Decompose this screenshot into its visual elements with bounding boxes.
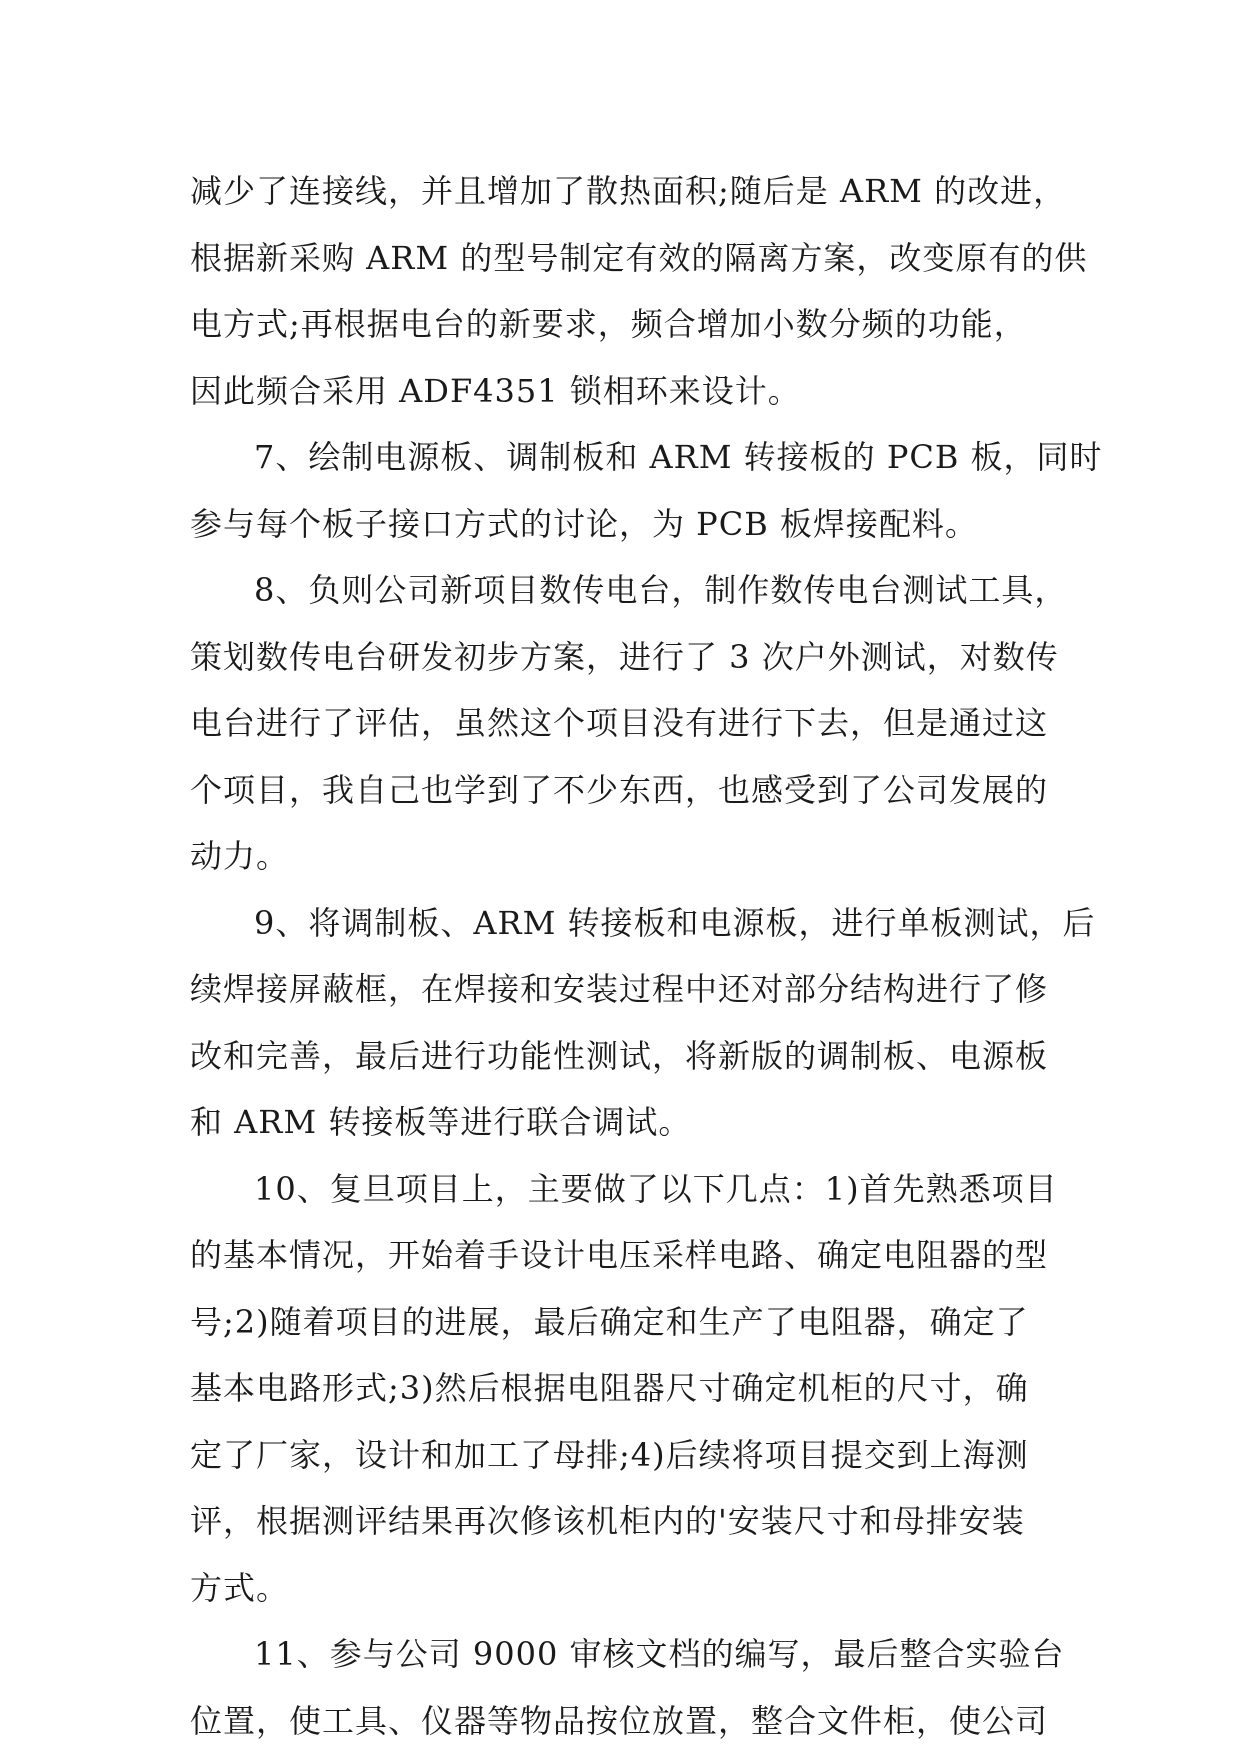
text-line: 方式。 [190,1568,290,1607]
text-line: 电台进行了评估，虽然这个项目没有进行下去，但是通过这 [190,704,1049,742]
text-line: 减少了连接线，并且增加了散热面积;随后是 ARM 的改进， [190,172,1067,210]
paragraph-10-start: 10、复旦项目上，主要做了以下几点：1)首先熟悉项目 [254,1169,1058,1208]
paragraph-8-start: 8、负则公司新项目数传电台，制作数传电台测试工具， [254,571,1068,609]
text-line: 评，根据测评结果再次修该机柜内的'安装尺寸和母排安装 [190,1502,1025,1540]
paragraph-7-start: 7、绘制电源板、调制板和 ARM 转接板的 PCB 板，同时 [254,438,1103,476]
text-line: 根据新采购 ARM 的型号制定有效的隔离方案，改变原有的供 [190,238,1088,277]
text-line: 动力。 [190,837,290,875]
text-line: 和 ARM 转接板等进行联合调试。 [190,1103,692,1141]
text-line: 位置，使工具、仪器等物品按位放置，整合文件柜，使公司 [190,1701,1049,1740]
text-line: 个项目，我自己也学到了不少东西，也感受到了公司发展的 [190,770,1049,809]
text-line: 策划数传电台研发初步方案，进行了 3 次户外测试，对数传 [190,637,1059,676]
document-body [190,158,1103,1754]
text-line: 电方式;再根据电台的新要求，频合增加小数分频的功能， [190,305,1027,343]
text-line: 改和完善，最后进行功能性测试，将新版的调制板、电源板 [190,1036,1049,1075]
text-line: 参与每个板子接口方式的讨论，为 PCB 板焊接配料。 [190,504,978,543]
text-line: 的基本情况，开始着手设计电压采样电路、确定电阻器的型 [190,1236,1049,1274]
paragraph-11-start: 11、参与公司 9000 审核文档的编写，最后整合实验台 [254,1635,1065,1673]
text-line: 定了厂家，设计和加工了母排;4)后续将项目提交到上海测 [190,1435,1029,1474]
text-line: 续焊接屏蔽框，在焊接和安装过程中还对部分结构进行了修 [190,970,1049,1008]
paragraph-9-start: 9、将调制板、ARM 转接板和电源板，进行单板测试，后 [254,903,1096,942]
text-line: 基本电路形式;3)然后根据电阻器尺寸确定机柜的尺寸，确 [190,1369,1029,1407]
text-line: 因此频合采用 ADF4351 锁相环来设计。 [190,371,801,410]
text-line: 号;2)随着项目的进展，最后确定和生产了电阻器，确定了 [190,1302,1029,1341]
